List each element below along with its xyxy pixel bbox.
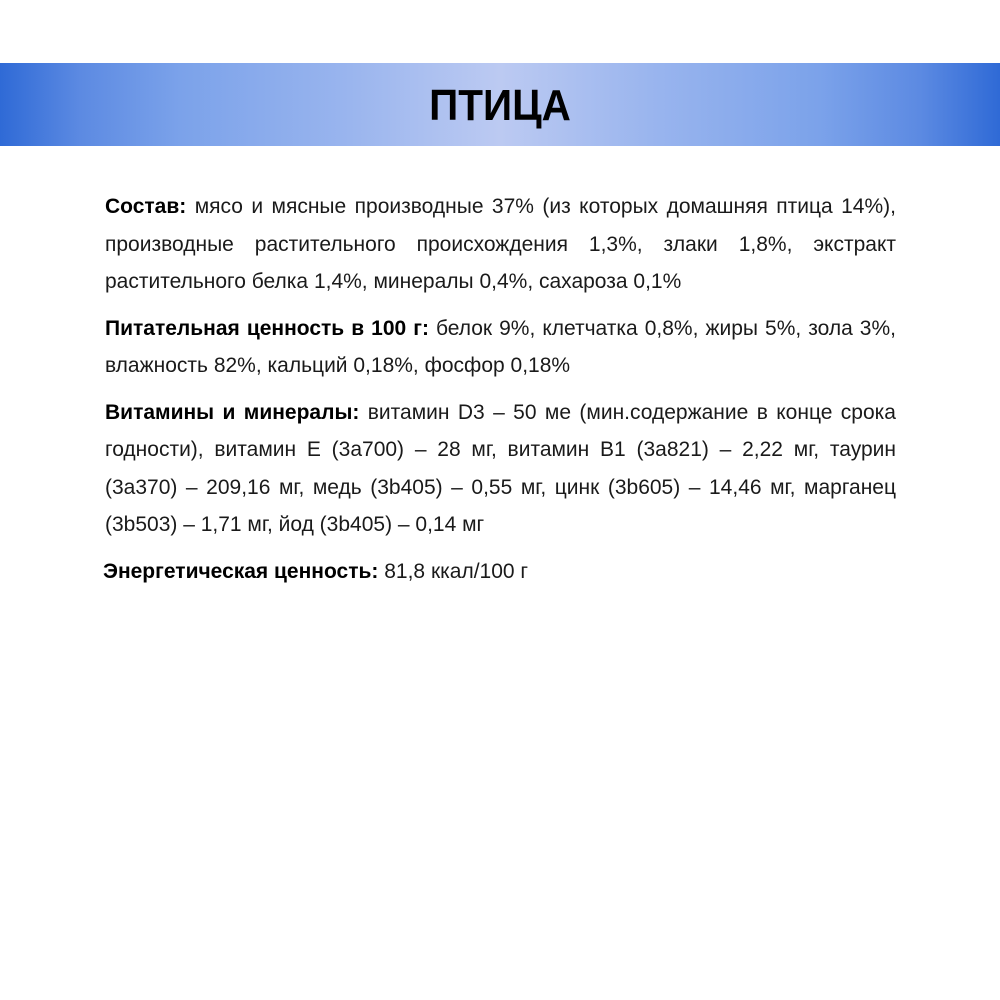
vitamins-paragraph: [105, 394, 896, 544]
composition-label: Состав:: [105, 195, 187, 218]
title-banner: [0, 63, 1000, 146]
nutrition-text: белок 9%, клетчатка 0,8%, жиры 5%, зола 3%, влажность 82%, кальций 0,18%, фосфор 0,18%: [105, 316, 896, 377]
page-title: ПТИЦА: [429, 80, 571, 130]
energy-paragraph: [103, 553, 896, 591]
vitamins-text: витамин D3 – 50 ме (мин.содержание в конце срока годности), витамин E (3a700) – 28 мг, витамин B1 (3a821) – 2,22 мг, таурин (3a370) – 209,16 мг, медь (3b405) – 0,55 мг, цинк (3b605) – 14,46 мг, марганец (3b503) – 1,71 мг, йод (3b405) – 0,14 мг: [105, 400, 896, 536]
product-info: [105, 188, 896, 599]
composition-text: мясо и мясные производные 37% (из которых домашняя птица 14%), производные растительного происхождения 1,3%, злаки 1,8%, экстракт растительного белка 1,4%, минералы 0,4%, сахароза 0,1%: [105, 195, 896, 293]
energy-label: Энергетическая ценность:: [103, 559, 379, 583]
composition-paragraph: [105, 188, 896, 301]
energy-text: 81,8 ккал/100 г: [378, 559, 529, 583]
nutrition-paragraph: [105, 310, 896, 385]
nutrition-label: Питательная ценность в 100 г:: [105, 316, 429, 340]
vitamins-label: Витамины и минералы:: [105, 400, 360, 424]
